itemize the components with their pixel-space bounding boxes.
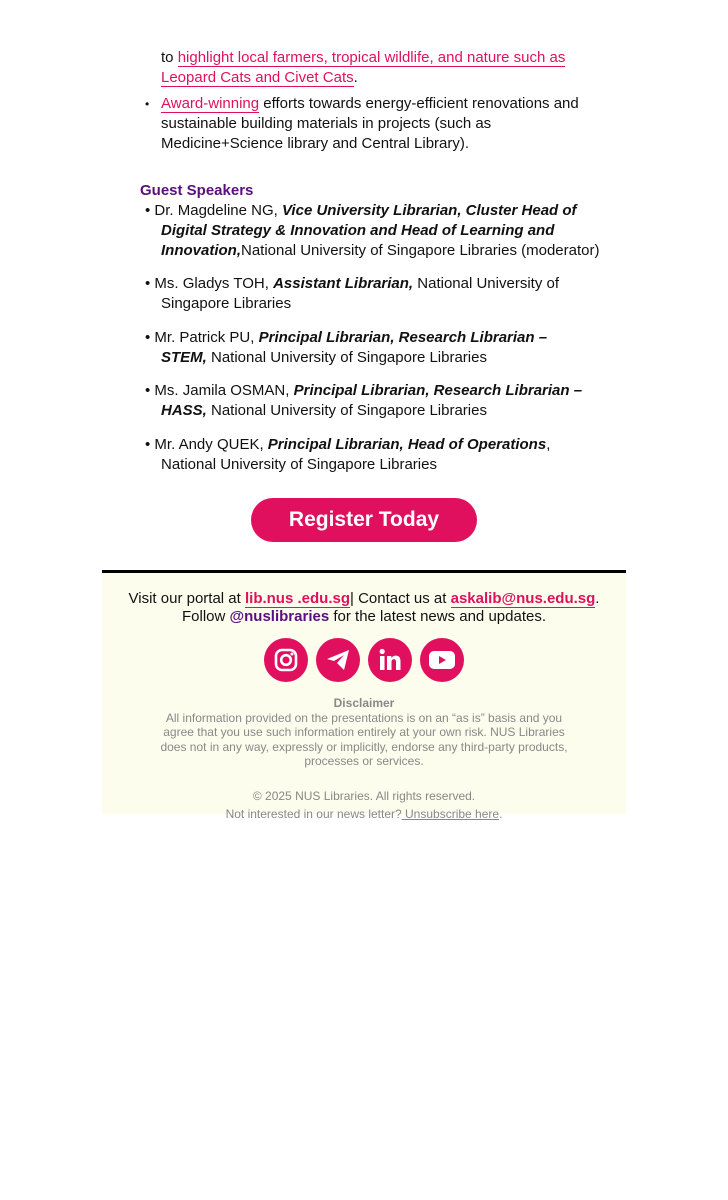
visit-text: Visit our portal at (128, 590, 245, 607)
social-handle-link[interactable]: @nuslibraries (229, 608, 330, 625)
telegram-icon[interactable] (316, 638, 360, 682)
instagram-icon[interactable] (264, 638, 308, 682)
speaker-item (145, 381, 585, 421)
unsub-prefix: Not interested in our news letter? (225, 806, 402, 821)
linkedin-icon[interactable] (368, 638, 412, 682)
speaker-title: Principal Librarian, Head of Operations (267, 436, 547, 453)
speaker-org: National University of Singapore Libraries (161, 275, 560, 312)
disclaimer-title: Disclaimer (333, 696, 395, 710)
list-item (161, 94, 581, 154)
youtube-icon[interactable] (420, 638, 464, 682)
speaker-name: • Dr. Magdeline NG, (145, 202, 282, 219)
speaker-org: National University of Singapore Libraries (206, 349, 487, 366)
unsub-suffix: . (499, 806, 503, 821)
footer-contact (102, 590, 626, 626)
speaker-org: , National University of Singapore Libraries (161, 436, 551, 473)
speaker-name: • Ms. Jamila OSMAN, (145, 382, 294, 399)
speaker-title: Vice University Librarian, Cluster Head of Digital Strategy & Innovation and Head of Learning and Innovation, (161, 202, 577, 259)
speaker-name: • Ms. Gladys TOH, (145, 275, 274, 292)
unsubscribe-link[interactable]: Unsubscribe here (401, 806, 500, 821)
award-winning-link[interactable]: Award-winning (161, 95, 260, 112)
copyright: © 2025 NUS Libraries. All rights reserved. (252, 788, 476, 803)
speaker-name: • Mr. Patrick PU, (145, 329, 259, 346)
speaker-item (145, 274, 605, 314)
dot: . (595, 590, 600, 607)
speaker-item (145, 201, 605, 261)
email-link[interactable]: askalib@nus.edu.sg (450, 590, 596, 607)
disclaimer-text: All information provided on the presentations is on an “as is” basis and you agree that you use such information entirely at your own risk. NUS Libraries does not in any way, expressly or implicitly, endorse any third-party products, processes or services. (160, 710, 568, 768)
speaker-org: National University of Singapore Libraries (206, 402, 487, 419)
bullet-text: efforts towards energy-efficient renovations and sustainable building materials in projects (such as Medicine+Science library and Central Library). (161, 95, 579, 152)
speaker-title: Principal Librarian, Research Librarian – STEM, (161, 329, 548, 366)
highlight-link[interactable]: highlight local farmers, tropical wildlife, and nature such as Leopard Cats and Civet Cats (161, 49, 566, 86)
intro-prefix: to (161, 49, 178, 66)
register-button[interactable]: Register Today (251, 498, 477, 542)
speaker-title: Assistant Librarian, (273, 275, 414, 292)
speaker-item (145, 435, 605, 475)
speaker-title: Principal Librarian, Research Librarian – HASS, (161, 382, 583, 419)
guest-speakers-heading: Guest Speakers (140, 182, 254, 199)
unsubscribe-line (102, 805, 626, 823)
social-icons (102, 638, 626, 682)
speaker-name: • Mr. Andy QUEK, (145, 436, 268, 453)
intro-text (161, 48, 591, 88)
copyright-block (102, 787, 626, 823)
contact-text: | Contact us at (350, 590, 451, 607)
portal-link[interactable]: lib.nus .edu.sg (244, 590, 350, 607)
footer (102, 570, 626, 821)
follow-text: Follow (182, 608, 230, 625)
intro-suffix: . (353, 69, 358, 86)
follow-suffix: for the latest news and updates. (329, 608, 546, 625)
speaker-item (145, 328, 575, 368)
disclaimer (102, 696, 626, 769)
speaker-org: National University of Singapore Libraries (moderator) (241, 242, 600, 259)
